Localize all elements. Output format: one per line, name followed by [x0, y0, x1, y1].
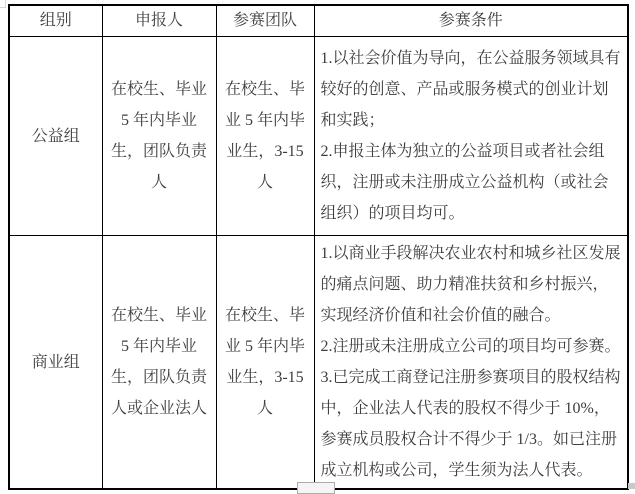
col-header-conditions: 参赛条件: [314, 5, 628, 37]
col-header-team: 参赛团队: [216, 5, 314, 37]
col-header-group: 组别: [9, 5, 102, 37]
condition-item: 2.注册或未注册成立公司的项目均可参赛。: [320, 338, 621, 355]
table-row-public-welfare: [9, 37, 628, 236]
team-cell: 在校生、毕业 5 年内毕业生，3-15 人: [216, 236, 314, 490]
header-row: [9, 5, 628, 37]
condition-item: 2.申报主体为独立的公益项目或者社会组织，注册或未注册成立公益机构（或社会组织）的项目均可。: [320, 143, 609, 222]
condition-item: 1.以商业手段解决农业农村和城乡社区发展的痛点问题、助力精准扶贫和乡村振兴，实现经济价值和社会价值的融合。: [320, 245, 621, 324]
crop-corner-artifact: [0, 0, 6, 8]
col-header-applicant: 申报人: [102, 5, 216, 37]
team-cell: 在校生、毕业 5 年内毕业生，3-15 人: [216, 37, 314, 236]
group-cell: 公益组: [9, 37, 102, 236]
condition-item: 1.以社会价值为导向，在公益服务领域具有较好的创意、产品或服务模式的创业计划和实践；: [320, 50, 621, 129]
horizontal-scrollbar-thumb[interactable]: [297, 482, 335, 494]
competition-groups-table-wrapper: [8, 4, 629, 490]
applicant-cell: 在校生、毕业 5 年内毕业生，团队负责人: [102, 37, 216, 236]
competition-groups-table: [8, 4, 629, 490]
conditions-cell: [314, 236, 628, 490]
group-cell: 商业组: [9, 236, 102, 490]
table-row-commercial: [9, 236, 628, 490]
conditions-cell: [314, 37, 628, 236]
condition-item: 3.已完成工商登记注册参赛项目的股权结构中，企业法人代表的股权不得少于 10%，参赛成员股权合计不得少于 1/3。如已注册成立机构或公司，学生须为法人代表。: [320, 369, 621, 479]
scrollbar-corner: [628, 483, 635, 489]
applicant-cell: 在校生、毕业 5 年内毕业生，团队负责人或企业法人: [102, 236, 216, 490]
